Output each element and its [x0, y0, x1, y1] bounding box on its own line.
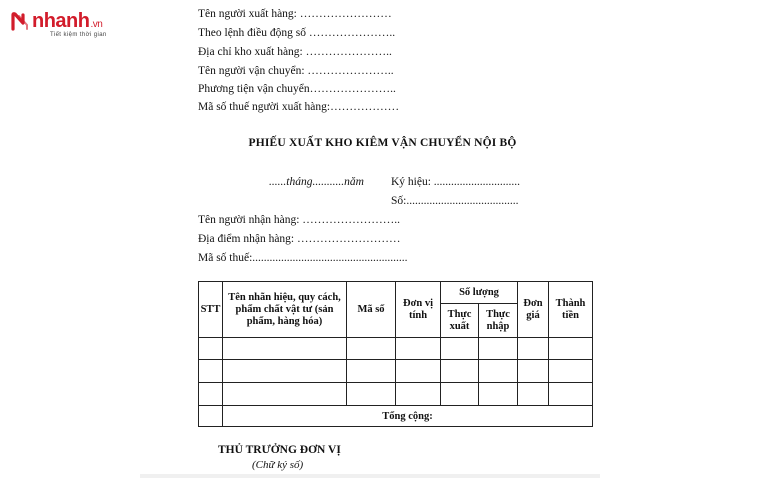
- table-cell[interactable]: [549, 338, 593, 360]
- col-header-received: Thực nhập: [479, 304, 518, 338]
- table-row: [199, 338, 593, 360]
- recipient-tax-code-field: Mã số thuế:......................................................: [198, 252, 408, 264]
- goods-table: [198, 281, 593, 427]
- table-cell[interactable]: [441, 383, 479, 406]
- table-cell[interactable]: [479, 338, 518, 360]
- table-cell[interactable]: [549, 360, 593, 383]
- signature-note: (Chữ ký số): [252, 459, 304, 471]
- carrier-name-field: Tên người vận chuyển: …………………..: [198, 65, 394, 77]
- table-cell[interactable]: [347, 360, 396, 383]
- table-cell[interactable]: [347, 383, 396, 406]
- table-cell[interactable]: [396, 338, 441, 360]
- col-header-price: Đơn giá: [518, 282, 549, 338]
- col-header-amount: Thành tiền: [549, 282, 593, 338]
- table-cell[interactable]: [518, 383, 549, 406]
- number-line: Số:.......................................: [391, 195, 519, 207]
- table-cell[interactable]: [223, 338, 347, 360]
- head-of-unit-title: THỦ TRƯỞNG ĐƠN VỊ: [218, 444, 341, 456]
- col-header-code: Mã số: [347, 282, 396, 338]
- date-line: ......tháng...........năm: [269, 176, 364, 188]
- table-cell[interactable]: [396, 383, 441, 406]
- table-cell[interactable]: [199, 360, 223, 383]
- table-cell[interactable]: [479, 360, 518, 383]
- page-edge-divider: [140, 474, 600, 478]
- logo-tagline: Tiết kiệm thời gian: [50, 32, 107, 38]
- table-row: [199, 360, 593, 383]
- col-header-quantity: Số lượng: [441, 282, 518, 304]
- col-header-name: Tên nhãn hiệu, quy cách, phẩm chất vật tư (sản phẩm, hàng hóa): [223, 282, 347, 338]
- logo-brand: nhanh.vn: [32, 10, 103, 32]
- table-cell[interactable]: [479, 383, 518, 406]
- symbol-line: Ký hiệu: ..............................: [391, 176, 521, 188]
- table-cell[interactable]: [223, 360, 347, 383]
- table-cell[interactable]: [441, 338, 479, 360]
- document-title: PHIẾU XUẤT KHO KIÊM VẬN CHUYỂN NỘI BỘ: [248, 137, 517, 149]
- table-cell[interactable]: [441, 360, 479, 383]
- nhanh-logo-icon: [10, 10, 32, 32]
- table-cell[interactable]: [223, 383, 347, 406]
- dispatch-order-field: Theo lệnh điều động số …………………..: [198, 27, 396, 39]
- recipient-location-field: Địa điểm nhận hàng: ………………………: [198, 233, 401, 245]
- table-cell[interactable]: [549, 383, 593, 406]
- table-cell[interactable]: [199, 338, 223, 360]
- logo[interactable]: [10, 8, 140, 38]
- warehouse-address-field: Địa chỉ kho xuất hàng: …………………..: [198, 46, 392, 58]
- col-header-exported: Thực xuất: [441, 304, 479, 338]
- total-row: [199, 406, 593, 427]
- table-cell[interactable]: [199, 406, 223, 427]
- col-header-unit: Đơn vị tính: [396, 282, 441, 338]
- vehicle-field: Phương tiện vận chuyển…………………..: [198, 83, 396, 95]
- recipient-name-field: Tên người nhận hàng: ……………………..: [198, 214, 401, 226]
- table-cell[interactable]: [347, 338, 396, 360]
- col-header-stt: STT: [199, 282, 223, 338]
- logo-tld: .vn: [90, 19, 103, 30]
- total-label: Tổng cộng:: [223, 406, 593, 427]
- table-cell[interactable]: [518, 360, 549, 383]
- table-row: [199, 383, 593, 406]
- sender-tax-code-field: Mã số thuế người xuất hàng:………………: [198, 101, 400, 113]
- table-cell[interactable]: [396, 360, 441, 383]
- table-cell[interactable]: [518, 338, 549, 360]
- table-cell[interactable]: [199, 383, 223, 406]
- sender-name-field: Tên người xuất hàng: ……………………: [198, 8, 392, 20]
